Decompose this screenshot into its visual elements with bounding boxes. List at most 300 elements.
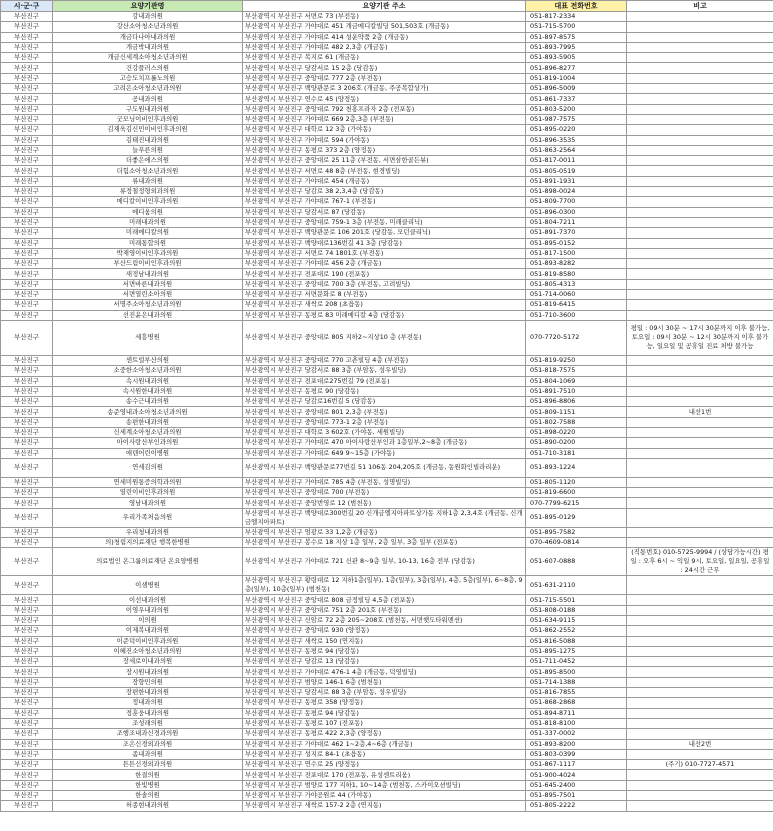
table-row <box>1 688 773 698</box>
phone-cell: 051-714-1388 <box>526 677 627 687</box>
district-cell: 부산진구 <box>1 248 53 258</box>
district-cell: 부산진구 <box>1 290 53 300</box>
phone-cell: 051-631-2110 <box>526 576 627 595</box>
address-cell: 부산광역시 부산진구 서면로 48 8층 (부전동, 현경빌딩) <box>243 166 526 176</box>
phone-cell: 070-4609-0814 <box>526 538 627 548</box>
district-cell: 부산진구 <box>1 636 53 646</box>
district-cell: 부산진구 <box>1 94 53 104</box>
note-cell: 평일 : 09시 30분 ~ 17시 30분까지 이후 불가능, 토요일 : 09시 30분 ~ 12시 30분까지 이후 불가능, 일요일 및 공휴일 진료 처방 불가능 <box>627 320 773 355</box>
note-cell <box>627 248 773 258</box>
note-cell <box>627 657 773 667</box>
address-cell: 부산광역시 부산진구 당감로 13 (당감동) <box>243 657 526 667</box>
address-cell: 부산광역시 부산진구 백양대로136번길 41 3층 (당감동) <box>243 238 526 248</box>
table-row <box>1 438 773 448</box>
table-row <box>1 197 773 207</box>
institution-name-cell: 아이사랑산부인과의원 <box>53 438 243 448</box>
table-body <box>1 12 773 812</box>
address-cell: 부산광역시 부산진구 가야대로 785 4층 (부전동, 성명빌딩) <box>243 477 526 487</box>
phone-cell: 051-711-0452 <box>526 657 627 667</box>
phone-cell: 051-863-2564 <box>526 145 627 155</box>
note-cell <box>627 448 773 458</box>
address-cell: 부산광역시 부산진구 황령대로 12 지하1층(일부), 1층(일부), 3층(일부), 4층, 5층(일부), 6~8층, 9층(일부), 10층(일부) (범천동) <box>243 576 526 595</box>
note-cell <box>627 527 773 537</box>
table-row <box>1 207 773 217</box>
table-row <box>1 417 773 427</box>
phone-cell: 051-809-7700 <box>526 197 627 207</box>
table-row <box>1 667 773 677</box>
institution-name-cell: 한빛병원 <box>53 780 243 790</box>
institution-name-cell: 우리가족처음의원 <box>53 508 243 527</box>
district-cell: 부산진구 <box>1 176 53 186</box>
institution-name-cell: 의료법인 온그룹의료재단 온요양병원 <box>53 548 243 576</box>
table-row <box>1 698 773 708</box>
note-cell <box>627 488 773 498</box>
district-cell: 부산진구 <box>1 397 53 407</box>
note-cell <box>627 508 773 527</box>
district-cell: 부산진구 <box>1 320 53 355</box>
phone-cell: 070-7720-5172 <box>526 320 627 355</box>
address-cell: 부산광역시 부산진구 동평로 94 (당감동) <box>243 708 526 718</box>
address-cell: 부산광역시 부산진구 동평로 94 (당감동) <box>243 646 526 656</box>
district-cell: 부산진구 <box>1 355 53 365</box>
address-cell: 부산광역시 부산진구 동평로 373 2층 (양정동) <box>243 145 526 155</box>
phone-cell: 051-809-1151 <box>526 407 627 417</box>
address-cell: 부산광역시 부산진구 전포대로275번길 79 (전포동) <box>243 376 526 386</box>
institution-name-cell: 조성래의원 <box>53 718 243 728</box>
phone-cell: 051-896-8806 <box>526 397 627 407</box>
institution-name-cell: 더좋은에스의원 <box>53 156 243 166</box>
institution-name-cell: 좀내과의원 <box>53 749 243 759</box>
table-row <box>1 376 773 386</box>
table-row <box>1 718 773 728</box>
institution-name-cell: 속시원한내과의원 <box>53 386 243 396</box>
address-cell: 부산광역시 부산진구 엄광로 33 1,2층 (개금동) <box>243 527 526 537</box>
address-cell: 부산광역시 부산진구 봉수로 18 지상 1층 일부, 2층 일부, 3층 일부 (전포동) <box>243 538 526 548</box>
address-cell: 부산광역시 부산진구 서면문화로 8 (부전동) <box>243 290 526 300</box>
institution-name-cell: 구도원내과의원 <box>53 104 243 114</box>
address-cell: 부산광역시 부산진구 중앙대로 777 2층 (부전동) <box>243 73 526 83</box>
table-row <box>1 238 773 248</box>
institution-name-cell: 김재욱김신민이비인후과의원 <box>53 125 243 135</box>
address-cell: 부산광역시 부산진구 대학로 3 602호 (가야동, 세원빌딩) <box>243 427 526 437</box>
header-institution-name: 요양기관명 <box>53 1 243 12</box>
address-cell: 부산광역시 부산진구 동평로 83 미래메디칼 4층 (당감동) <box>243 310 526 320</box>
phone-cell: 051-868-2868 <box>526 698 627 708</box>
institution-name-cell: 이제복내과의원 <box>53 626 243 636</box>
district-cell: 부산진구 <box>1 749 53 759</box>
institution-name-cell: 신세계소아청소년과의원 <box>53 427 243 437</box>
note-cell <box>627 708 773 718</box>
table-row <box>1 73 773 83</box>
header-district: 시·군·구 <box>1 1 53 12</box>
district-cell: 부산진구 <box>1 688 53 698</box>
institution-name-cell: 강내과의원 <box>53 12 243 22</box>
address-cell: 부산광역시 부산진구 가야대로 414 성운약품 2층 (개금동) <box>243 32 526 42</box>
note-cell <box>627 646 773 656</box>
table-row <box>1 538 773 548</box>
phone-cell: 051-895-0152 <box>526 238 627 248</box>
institution-name-cell: 송수근내과의원 <box>53 397 243 407</box>
table-row <box>1 595 773 605</box>
district-cell: 부산진구 <box>1 538 53 548</box>
phone-cell: 051-818-7575 <box>526 366 627 376</box>
table-row <box>1 248 773 258</box>
table-row <box>1 366 773 376</box>
district-cell: 부산진구 <box>1 376 53 386</box>
address-cell: 부산광역시 부산진구 중앙대로 930 (양정동) <box>243 626 526 636</box>
institution-name-cell: 서명주소아청소년과의원 <box>53 300 243 310</box>
phone-cell: 051-805-2222 <box>526 801 627 811</box>
note-cell <box>627 729 773 739</box>
note-cell <box>627 42 773 52</box>
address-cell: 부산광역시 부산진구 신암로 72 2층 205~208호 (범천동, 서면햇도타워맨션) <box>243 615 526 625</box>
phone-cell: 051-819-9250 <box>526 355 627 365</box>
table-row <box>1 63 773 73</box>
note-cell <box>627 458 773 477</box>
phone-cell: 051-819-6600 <box>526 488 627 498</box>
district-cell: 부산진구 <box>1 646 53 656</box>
note-cell <box>627 718 773 728</box>
institution-name-cell: 이영우내과의원 <box>53 605 243 615</box>
district-cell: 부산진구 <box>1 498 53 508</box>
note-cell <box>627 156 773 166</box>
note-cell <box>627 386 773 396</box>
institution-name-cell: 정내과의원 <box>53 698 243 708</box>
institution-name-cell: 한결의원 <box>53 770 243 780</box>
table-row <box>1 386 773 396</box>
institution-name-cell: 김태진내과의원 <box>53 135 243 145</box>
note-cell <box>627 688 773 698</box>
table-row <box>1 279 773 289</box>
district-cell: 부산진구 <box>1 615 53 625</box>
table-row <box>1 576 773 595</box>
address-cell: 부산광역시 부산진구 가야대로 470 아이사랑산부인과 1층일부,2~8층 (개금동) <box>243 438 526 448</box>
note-cell <box>627 300 773 310</box>
phone-cell: 051-896-5009 <box>526 84 627 94</box>
address-cell: 부산광역시 부산진구 당감서로 88 3층 (부암동, 성우빌딩) <box>243 366 526 376</box>
note-cell <box>627 477 773 487</box>
note-cell <box>627 32 773 42</box>
district-cell: 부산진구 <box>1 477 53 487</box>
district-cell: 부산진구 <box>1 417 53 427</box>
phone-cell: 051-710-3181 <box>526 448 627 458</box>
phone-cell: 051-895-0220 <box>526 125 627 135</box>
address-cell: 부산광역시 부산진구 중앙대로 751 2층 201호 (부전동) <box>243 605 526 615</box>
address-cell: 부산광역시 부산진구 가야대로 451 개금메디칼빌딩 501,503호 (개금동) <box>243 22 526 32</box>
phone-cell: 051-893-1224 <box>526 458 627 477</box>
note-cell <box>627 84 773 94</box>
address-cell: 부산광역시 부산진구 가야대로 649 9~15층 (가야동) <box>243 448 526 458</box>
phone-cell: 051-861-7337 <box>526 94 627 104</box>
table-row <box>1 269 773 279</box>
table-row <box>1 739 773 749</box>
phone-cell: 051-808-0188 <box>526 605 627 615</box>
phone-cell: 051-819-8580 <box>526 269 627 279</box>
note-cell <box>627 259 773 269</box>
table-row <box>1 605 773 615</box>
district-cell: 부산진구 <box>1 166 53 176</box>
district-cell: 부산진구 <box>1 770 53 780</box>
institution-name-cell: 류내과의원 <box>53 176 243 186</box>
phone-cell: 051-896-0300 <box>526 207 627 217</box>
district-cell: 부산진구 <box>1 300 53 310</box>
institution-name-cell: 공내과의원 <box>53 94 243 104</box>
note-cell <box>627 605 773 615</box>
phone-cell: 051-895-7582 <box>526 527 627 537</box>
institution-name-cell: 박재영이비인후과의원 <box>53 248 243 258</box>
note-cell <box>627 187 773 197</box>
phone-cell: 051-715-5501 <box>526 595 627 605</box>
note-cell: 내선1번 <box>627 407 773 417</box>
table-row <box>1 290 773 300</box>
phone-cell: 051-895-7501 <box>526 791 627 801</box>
address-cell: 부산광역시 부산진구 새싹로 150 (연지동) <box>243 636 526 646</box>
address-cell: 부산광역시 부산진구 중앙대로 770 고촌빌딩 4층 (부전동) <box>243 355 526 365</box>
address-cell: 부산광역시 부산진구 가야대로 482 2,3층 (개금동) <box>243 42 526 52</box>
header-phone: 대표 전화번호 <box>526 1 627 12</box>
district-cell: 부산진구 <box>1 366 53 376</box>
table-row <box>1 615 773 625</box>
district-cell: 부산진구 <box>1 207 53 217</box>
district-cell: 부산진구 <box>1 32 53 42</box>
address-cell: 부산광역시 부산진구 범양로 177 지하1, 10~14층 (범천동, 스카이오션빌딩) <box>243 780 526 790</box>
phone-cell: 051-714-0060 <box>526 290 627 300</box>
phone-cell: 051-816-7855 <box>526 688 627 698</box>
district-cell: 부산진구 <box>1 657 53 667</box>
institution-name-cell: 서면바른내과의원 <box>53 279 243 289</box>
address-cell: 부산광역시 부산진구 범양로 146-1 6층 (범천동) <box>243 677 526 687</box>
phone-cell: 051-987-7575 <box>526 114 627 124</box>
address-cell: 부산광역시 부산진구 연수로 25 (양정동) <box>243 760 526 770</box>
district-cell: 부산진구 <box>1 259 53 269</box>
district-cell: 부산진구 <box>1 238 53 248</box>
district-cell: 부산진구 <box>1 548 53 576</box>
phone-cell: 070-7799-6215 <box>526 498 627 508</box>
address-cell: 부산광역시 부산진구 중앙대로 759-1 3층 (부전동, 미래클리닉) <box>243 217 526 227</box>
phone-cell: 051-862-2552 <box>526 626 627 636</box>
note-cell <box>627 801 773 811</box>
district-cell: 부산진구 <box>1 187 53 197</box>
note-cell <box>627 498 773 508</box>
address-cell: 부산광역시 부산진구 동평로 358 (양정동) <box>243 698 526 708</box>
institution-name-cell: 류정철정형외과의원 <box>53 187 243 197</box>
institution-name-cell: 이샘병원 <box>53 576 243 595</box>
institution-name-cell: 장시원내과의원 <box>53 667 243 677</box>
table-row <box>1 427 773 437</box>
institution-name-cell: 부산드림이비인후과의원 <box>53 259 243 269</box>
address-cell: 부산광역시 부산진구 전포대로 190 (전포동) <box>243 269 526 279</box>
address-cell: 부산광역시 부산진구 당감서로 15 2층 (당감동) <box>243 63 526 73</box>
table-row <box>1 636 773 646</box>
institution-name-cell: 세흥병원 <box>53 320 243 355</box>
district-cell: 부산진구 <box>1 12 53 22</box>
phone-cell: 051-893-5905 <box>526 53 627 63</box>
table-row <box>1 458 773 477</box>
address-cell: 부산광역시 부산진구 중앙대로 700 (부전동) <box>243 488 526 498</box>
institution-name-cell: 선진윤은내과의원 <box>53 310 243 320</box>
institution-name-cell: 개금박내과의원 <box>53 42 243 52</box>
table-row <box>1 259 773 269</box>
note-cell <box>627 145 773 155</box>
note-cell <box>627 576 773 595</box>
table-row <box>1 477 773 487</box>
phone-cell: 051-816-5088 <box>526 636 627 646</box>
institution-name-cell: 메디칼이비인후과의원 <box>53 197 243 207</box>
table-row <box>1 646 773 656</box>
district-cell: 부산진구 <box>1 427 53 437</box>
address-cell: 부산광역시 부산진구 가야대로 767-1 (부전동) <box>243 197 526 207</box>
district-cell: 부산진구 <box>1 729 53 739</box>
table-row <box>1 135 773 145</box>
institution-name-cell: 연세미원통증의학과의원 <box>53 477 243 487</box>
table-row <box>1 791 773 801</box>
table-row <box>1 548 773 576</box>
district-cell: 부산진구 <box>1 310 53 320</box>
district-cell: 부산진구 <box>1 605 53 615</box>
table-row <box>1 166 773 176</box>
institution-name-cell: 애덴어린이병원 <box>53 448 243 458</box>
note-cell <box>627 22 773 32</box>
phone-cell: 051-634-9115 <box>526 615 627 625</box>
table-row <box>1 677 773 687</box>
institution-name-cell: 메디움의원 <box>53 207 243 217</box>
table-row <box>1 145 773 155</box>
district-cell: 부산진구 <box>1 269 53 279</box>
table-row <box>1 32 773 42</box>
district-cell: 부산진구 <box>1 718 53 728</box>
note-cell <box>627 279 773 289</box>
note-cell <box>627 677 773 687</box>
address-cell: 부산광역시 부산진구 가야대로 594 (가야동) <box>243 135 526 145</box>
table-row <box>1 310 773 320</box>
phone-cell: 051-898-0220 <box>526 427 627 437</box>
district-cell: 부산진구 <box>1 626 53 636</box>
institution-name-cell: 열린이비인후과의원 <box>53 488 243 498</box>
table-row <box>1 217 773 227</box>
note-cell <box>627 397 773 407</box>
address-cell: 부산광역시 부산진구 전포대로 170 (전포동, 유성센트리움) <box>243 770 526 780</box>
note-cell <box>627 207 773 217</box>
institution-name-cell: 영남내과의원 <box>53 498 243 508</box>
address-cell: 부산광역시 부산진구 새싹로 157-2 2층 (연지동) <box>243 801 526 811</box>
phone-cell: 051-710-3600 <box>526 310 627 320</box>
note-cell <box>627 53 773 63</box>
institution-name-cell: 미래내과의원 <box>53 217 243 227</box>
institution-name-cell: 개금다나아내과의원 <box>53 32 243 42</box>
institution-name-cell: 장향민의원 <box>53 677 243 687</box>
note-cell <box>627 166 773 176</box>
phone-cell: 051-894-8711 <box>526 708 627 718</box>
table-row <box>1 708 773 718</box>
table-row <box>1 527 773 537</box>
district-cell: 부산진구 <box>1 667 53 677</box>
district-cell: 부산진구 <box>1 197 53 207</box>
table-row <box>1 729 773 739</box>
phone-cell: 051-895-0129 <box>526 508 627 527</box>
note-cell: (직통번호) 010-5725-9994 / (상담가능시간) 평일 : 오후 6시 ~ 익일 9시, 토요일, 일요일, 공휴일 : 24시간 근무 <box>627 548 773 576</box>
phone-cell: 051-803-5200 <box>526 104 627 114</box>
institution-name-cell: 굿모닝이비인후과의원 <box>53 114 243 124</box>
district-cell: 부산진구 <box>1 448 53 458</box>
district-cell: 부산진구 <box>1 739 53 749</box>
district-cell: 부산진구 <box>1 73 53 83</box>
table-row <box>1 770 773 780</box>
table-row <box>1 749 773 759</box>
institution-name-cell: 이의원 <box>53 615 243 625</box>
institution-name-cell: 소중한소아청소년과의원 <box>53 366 243 376</box>
district-cell: 부산진구 <box>1 791 53 801</box>
table-row <box>1 53 773 63</box>
address-cell: 부산광역시 부산진구 가야대로 721 신관 8~9층 일부, 10-13, 16층 전부 (당감동) <box>243 548 526 576</box>
address-cell: 부산광역시 부산진구 중앙대로 805 지하2~지상10 층 (부전동) <box>243 320 526 355</box>
note-cell <box>627 238 773 248</box>
address-cell: 부산광역시 부산진구 가야대로 462 1~2층,4~6층 (개금동) <box>243 739 526 749</box>
institution-name-cell: 우리청내과의원 <box>53 527 243 537</box>
note-cell <box>627 538 773 548</box>
note-cell <box>627 12 773 22</box>
district-cell: 부산진구 <box>1 760 53 770</box>
header-row <box>1 1 773 12</box>
phone-cell: 051-818-8100 <box>526 718 627 728</box>
address-cell: 부산광역시 부산진구 당감서로 87 (당감동) <box>243 207 526 217</box>
district-cell: 부산진구 <box>1 438 53 448</box>
note-cell <box>627 355 773 365</box>
note-cell <box>627 438 773 448</box>
address-cell: 부산광역시 부산진구 동평로 422 2,3층 (양정동) <box>243 729 526 739</box>
district-cell: 부산진구 <box>1 125 53 135</box>
district-cell: 부산진구 <box>1 228 53 238</box>
phone-cell: 051-895-8500 <box>526 667 627 677</box>
phone-cell: 051-896-3535 <box>526 135 627 145</box>
phone-cell: 051-819-1004 <box>526 73 627 83</box>
district-cell: 부산진구 <box>1 458 53 477</box>
address-cell: 부산광역시 부산진구 가야대로 456 2층 (개금동) <box>243 259 526 269</box>
district-cell: 부산진구 <box>1 595 53 605</box>
address-cell: 부산광역시 부산진구 백양관문로 106 201호 (당감동, 모던클리닉) <box>243 228 526 238</box>
institution-name-cell: 미래통합의원 <box>53 238 243 248</box>
address-cell: 부산광역시 부산진구 중앙대로 792 천홍프라자 2층 (전포동) <box>243 104 526 114</box>
note-cell <box>627 770 773 780</box>
table-row <box>1 84 773 94</box>
district-cell: 부산진구 <box>1 780 53 790</box>
address-cell: 부산광역시 부산진구 서면로 74 1801호 (부전동) <box>243 248 526 258</box>
district-cell: 부산진구 <box>1 156 53 166</box>
institution-name-cell: 이혜진소아청소년과의원 <box>53 646 243 656</box>
address-cell: 부산광역시 부산진구 중앙대로 801 2,3층 (부전동) <box>243 407 526 417</box>
address-cell: 부산광역시 부산진구 가야대로 669 2층,3층 (부전동) <box>243 114 526 124</box>
table-row <box>1 156 773 166</box>
address-cell: 부산광역시 부산진구 당감로16번길 5 (당감동) <box>243 397 526 407</box>
address-cell: 부산광역시 부산진구 가야공원로 44 (가야동) <box>243 791 526 801</box>
district-cell: 부산진구 <box>1 407 53 417</box>
note-cell <box>627 228 773 238</box>
table-row <box>1 508 773 527</box>
table-row <box>1 448 773 458</box>
note-cell: 내선2번 <box>627 739 773 749</box>
district-cell: 부산진구 <box>1 84 53 94</box>
header-address: 요양기관 주소 <box>243 1 526 12</box>
district-cell: 부산진구 <box>1 698 53 708</box>
district-cell: 부산진구 <box>1 145 53 155</box>
table-row <box>1 397 773 407</box>
table-row <box>1 801 773 811</box>
note-cell <box>627 197 773 207</box>
institution-name-cell: 송편한내과의원 <box>53 417 243 427</box>
address-cell: 부산광역시 부산진구 중앙번영로 12 (범천동) <box>243 498 526 508</box>
district-cell: 부산진구 <box>1 508 53 527</box>
phone-cell: 051-900-4024 <box>526 770 627 780</box>
district-cell: 부산진구 <box>1 22 53 32</box>
